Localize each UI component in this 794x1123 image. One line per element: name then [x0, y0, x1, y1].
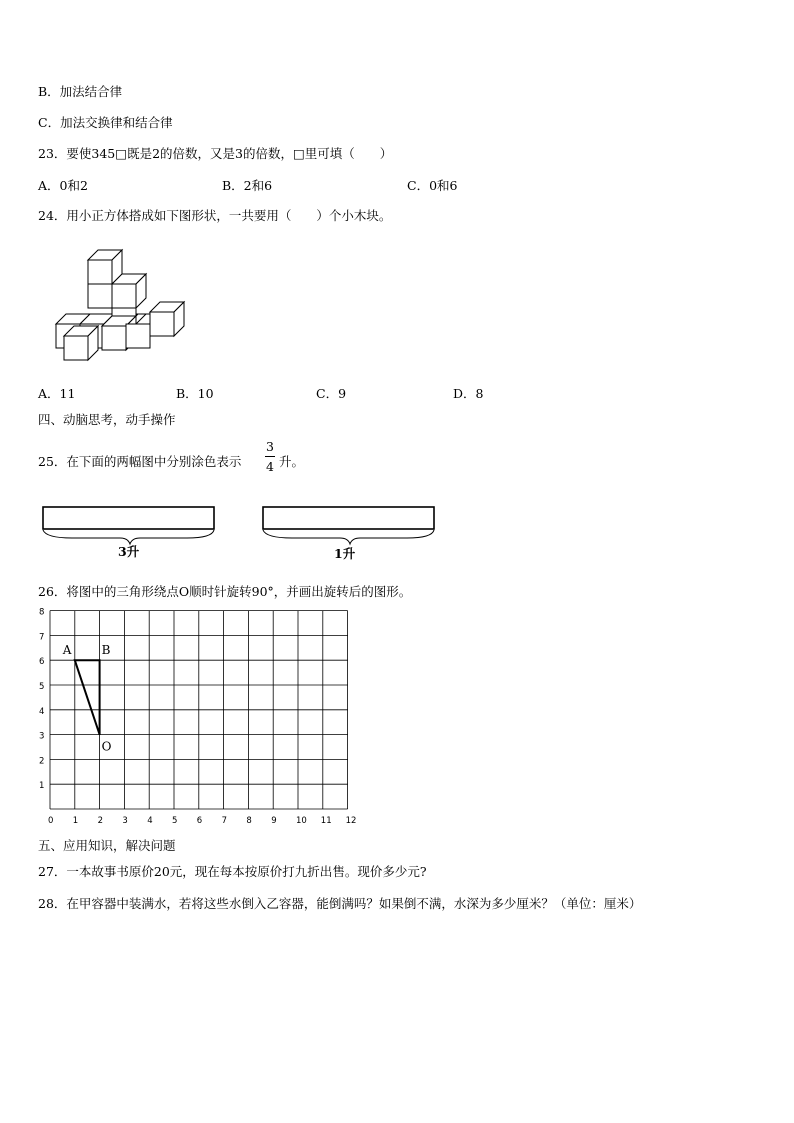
q24-option-c: C．9 [316, 386, 347, 401]
option-c-q22: C．加法交换律和结合律 [38, 115, 173, 130]
question-24: 24．用小正方体搭成如下图形状，一共要用（ ）个小木块。 [38, 208, 392, 223]
coordinate-grid [36, 607, 376, 832]
x-tick-label: 1 [72, 816, 79, 826]
x-tick-label: 8 [246, 816, 252, 826]
y-tick-label: 4 [39, 706, 45, 717]
x-tick-label: 5 [172, 816, 178, 826]
point-label-a: A [62, 643, 72, 658]
bar-1-liter-label: 1升 [334, 546, 356, 561]
x-tick-label: 2 [97, 816, 104, 826]
question-28: 28．在甲容器中装满水，若将这些水倒入乙容器，能倒满吗？如果倒不满，水深为多少厘米？（单位：厘米） [38, 896, 642, 911]
y-tick-label: 6 [39, 657, 45, 668]
x-tick-label: 4 [147, 816, 153, 826]
q23-option-a: A．0和2 [38, 178, 88, 193]
fraction-denominator: 4 [266, 459, 274, 474]
x-tick-label: 7 [221, 816, 228, 826]
y-tick-label: 3 [39, 731, 45, 742]
q24-option-b: B．10 [176, 386, 214, 401]
y-tick-label: 8 [39, 607, 45, 618]
y-tick-label: 5 [39, 682, 45, 692]
y-tick-label: 2 [39, 756, 45, 767]
question-23: 23．要使345□既是2的倍数，又是3的倍数，□里可填（ ） [38, 146, 393, 161]
fraction-bar [265, 456, 275, 457]
x-tick-label: 12 [345, 816, 357, 826]
fraction-numerator: 3 [266, 439, 274, 454]
question-25-before: 25．在下面的两幅图中分别涂色表示 [38, 454, 242, 469]
bar-3-liters-label: 3升 [118, 544, 140, 559]
question-25-after: 升。 [279, 454, 305, 469]
y-tick-label: 7 [39, 632, 45, 643]
triangle-abo [75, 660, 100, 734]
question-27: 27．一本故事书原价20元，现在每本按原价打九折出售。现价多少元? [38, 864, 427, 879]
section-5-heading: 五、应用知识，解决问题 [38, 838, 176, 853]
question-26: 26．将图中的三角形绕点O顺时针旋转90°，并画出旋转后的图形。 [38, 584, 412, 599]
x-tick-label: 10 [296, 816, 307, 826]
x-tick-label: 3 [122, 816, 128, 826]
section-4-heading: 四、动脑思考，动手操作 [38, 412, 176, 427]
option-b-q22: B．加法结合律 [38, 84, 123, 99]
q24-option-d: D．8 [453, 386, 484, 401]
point-label-b: B [101, 643, 111, 658]
x-tick-label: 0 [48, 816, 54, 826]
bar-1-liter [262, 506, 442, 548]
q23-option-b: B．2和6 [222, 178, 273, 193]
q24-option-a: A．11 [38, 386, 76, 401]
cube-stack-figure [40, 244, 190, 374]
x-tick-label: 6 [196, 816, 203, 826]
x-tick-label: 11 [320, 816, 332, 826]
bar-3-liters [42, 506, 222, 548]
point-label-o: O [101, 739, 112, 754]
q23-option-c: C．0和6 [407, 178, 458, 193]
x-tick-label: 9 [271, 816, 277, 826]
y-tick-label: 1 [39, 781, 45, 792]
